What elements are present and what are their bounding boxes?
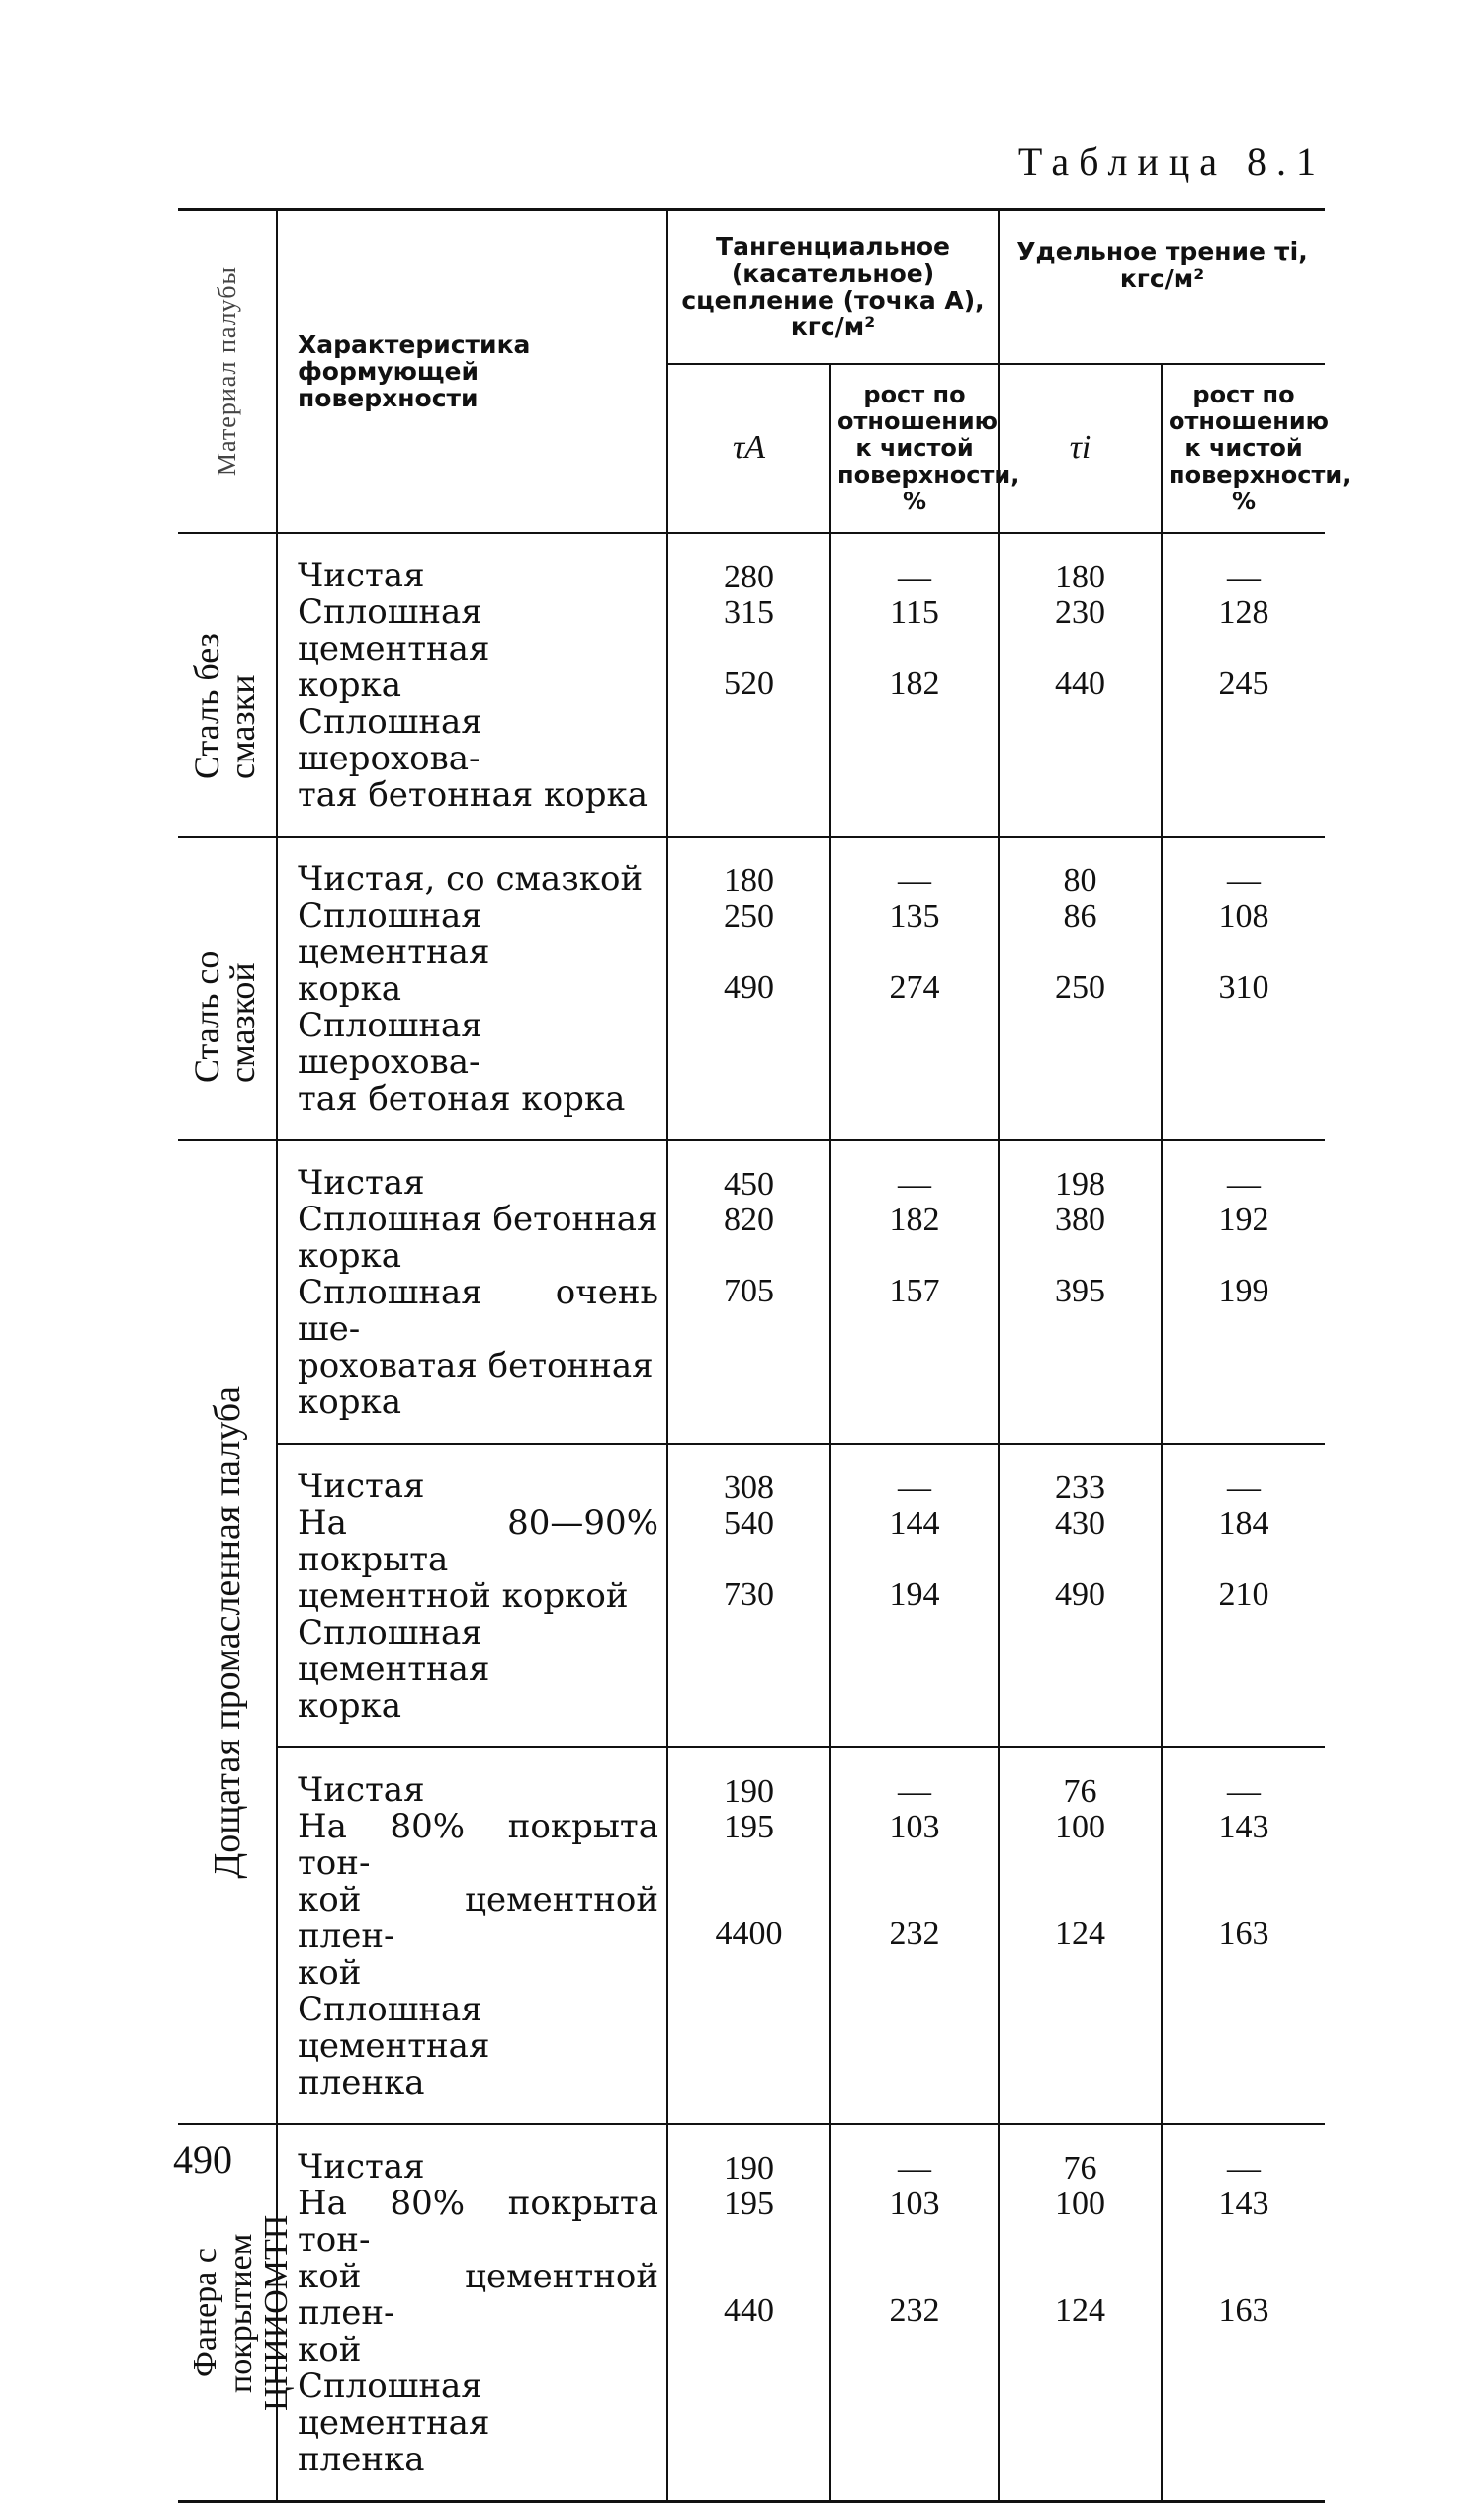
tau-a-cell: 190 195 4400 [667, 1747, 830, 2124]
tau-i-cell: 76 100 124 [999, 1747, 1162, 2124]
surface-cell: Чистая Сплошная бетонная корка Сплошная очень ше- роховатая бетонная корка [277, 1140, 667, 1444]
surface-cell: Чистая, со смазкой Сплошная цементная корка Сплошная шерохова- тая бетоная корка [277, 837, 667, 1140]
header-tau-i-growth: рост по отношению к чистой поверхности, % [1162, 364, 1325, 533]
tau-i-cell: 198 380 395 [999, 1140, 1162, 1444]
header-tau-a: τA [667, 364, 830, 533]
tau-a-cell: 450 820 705 [667, 1140, 830, 1444]
tau-a-growth-cell: — 115 182 [830, 533, 999, 837]
page-number: 490 [173, 2137, 232, 2182]
surface-cell: Чистая Сплошная цементная корка Сплошная шерохова- тая бетонная корка [277, 533, 667, 837]
tau-i-growth-cell: — 192 199 [1162, 1140, 1325, 1444]
tau-a-cell: 280 315 520 [667, 533, 830, 837]
tau-a-cell: 180 250 490 [667, 837, 830, 1140]
tau-i-growth-cell: — 184 210 [1162, 1444, 1325, 1747]
table-caption: Таблица 8.1 [1017, 139, 1326, 184]
tau-i-growth-cell: — 143 163 [1162, 2124, 1325, 2502]
tau-i-cell: 80 86 250 [999, 837, 1162, 1140]
header-tau-a-growth: рост по отношению к чистой поверхности, % [830, 364, 999, 533]
tau-i-cell: 180 230 440 [999, 533, 1162, 837]
material-oiled-plank: Дощатая промасленная палуба [178, 1140, 277, 2124]
header-tangential: Тангенциальное (касательное) сцепление (точка A), кгс/м² [667, 210, 999, 364]
data-table [178, 208, 1352, 2503]
tau-a-growth-cell: — 182 157 [830, 1140, 999, 1444]
header-friction: Удельное трение τi, кгс/м² [999, 210, 1325, 364]
tau-i-cell: 76 100 124 [999, 2124, 1162, 2502]
surface-cell: Чистая На 80—90% покрыта цементной коркой Сплошная цементная корка [277, 1444, 667, 1747]
tau-a-growth-cell: — 135 274 [830, 837, 999, 1140]
header-tau-i: τi [999, 364, 1162, 533]
tau-a-growth-cell: — 103 232 [830, 1747, 999, 2124]
tau-a-growth-cell: — 144 194 [830, 1444, 999, 1747]
material-steel-no-grease: Сталь без смазки [178, 533, 277, 837]
surface-cell: Чистая На 80% покрыта тон- кой цементной плен- кой Сплошная цементная пленка [277, 2124, 667, 2502]
tau-i-growth-cell: — 108 310 [1162, 837, 1325, 1140]
material-steel-grease: Сталь со смазкой [178, 837, 277, 1140]
header-surface: Характеристика формующей поверхности [277, 210, 667, 534]
surface-cell: Чистая На 80% покрыта тон- кой цементной плен- кой Сплошная цементная пленка [277, 1747, 667, 2124]
material-plywood: Фанера с покрытием ЦНИИОМТП [186, 2214, 295, 2411]
tau-i-growth-cell: — 128 245 [1162, 533, 1325, 837]
tau-i-cell: 233 430 490 [999, 1444, 1162, 1747]
tau-a-growth-cell: — 103 232 [830, 2124, 999, 2502]
tau-a-cell: 190 195 440 [667, 2124, 830, 2502]
tau-a-cell: 308 540 730 [667, 1444, 830, 1747]
header-material: Материал палубы [178, 210, 277, 534]
tau-i-growth-cell: — 143 163 [1162, 1747, 1325, 2124]
